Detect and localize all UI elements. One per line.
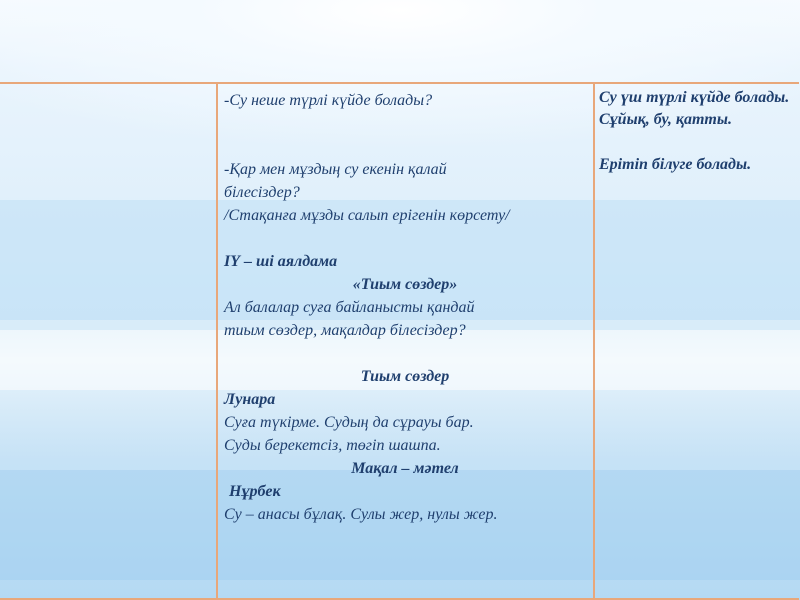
taboo-heading: Тиым сөздер: [360, 368, 450, 385]
answer-melting: Ерітіп білуге болады.: [599, 156, 752, 173]
question-snow-ice-line1: -Қар мен мұздың су екенін қалай: [224, 161, 447, 178]
prompt-line2: тиым сөздер, мақалдар білесіздер?: [224, 322, 466, 339]
question-states-of-water: -Су неше түрлі күйде болады?: [224, 92, 433, 109]
question-snow-ice-line2: білесіздер?: [224, 184, 300, 201]
taboo-line: Суды берекетсіз, төгіп шашпа.: [224, 437, 441, 454]
table-column-answers: [593, 84, 799, 598]
answers-text: [599, 87, 795, 177]
demonstration-note: /Стақанға мұзды салып ерігенін көрсету/: [224, 207, 510, 224]
activity-text: [224, 89, 586, 526]
stop-heading: ІҮ – ші аялдама: [224, 253, 338, 270]
stop-title: «Тиым сөздер»: [352, 276, 458, 293]
lesson-table: [0, 82, 799, 600]
proverb-line: Су – анасы бұлақ. Сулы жер, нулы жер.: [224, 506, 498, 523]
answer-states-of-water: Су үш түрлі күйде болады. Сұйық, бу, қатты.: [599, 89, 790, 128]
proverb-heading: Мақал – мәтел: [351, 460, 459, 477]
taboo-line: Суға түкірме. Судың да сұрауы бар.: [224, 414, 474, 431]
table-column-activity: [216, 84, 595, 598]
student-name-nurbek: Нұрбек: [229, 483, 281, 500]
student-name-lunara: Лунара: [224, 391, 276, 408]
prompt-line1: Ал балалар суға байланысты қандай: [224, 299, 475, 316]
table-column-empty: [0, 84, 216, 598]
